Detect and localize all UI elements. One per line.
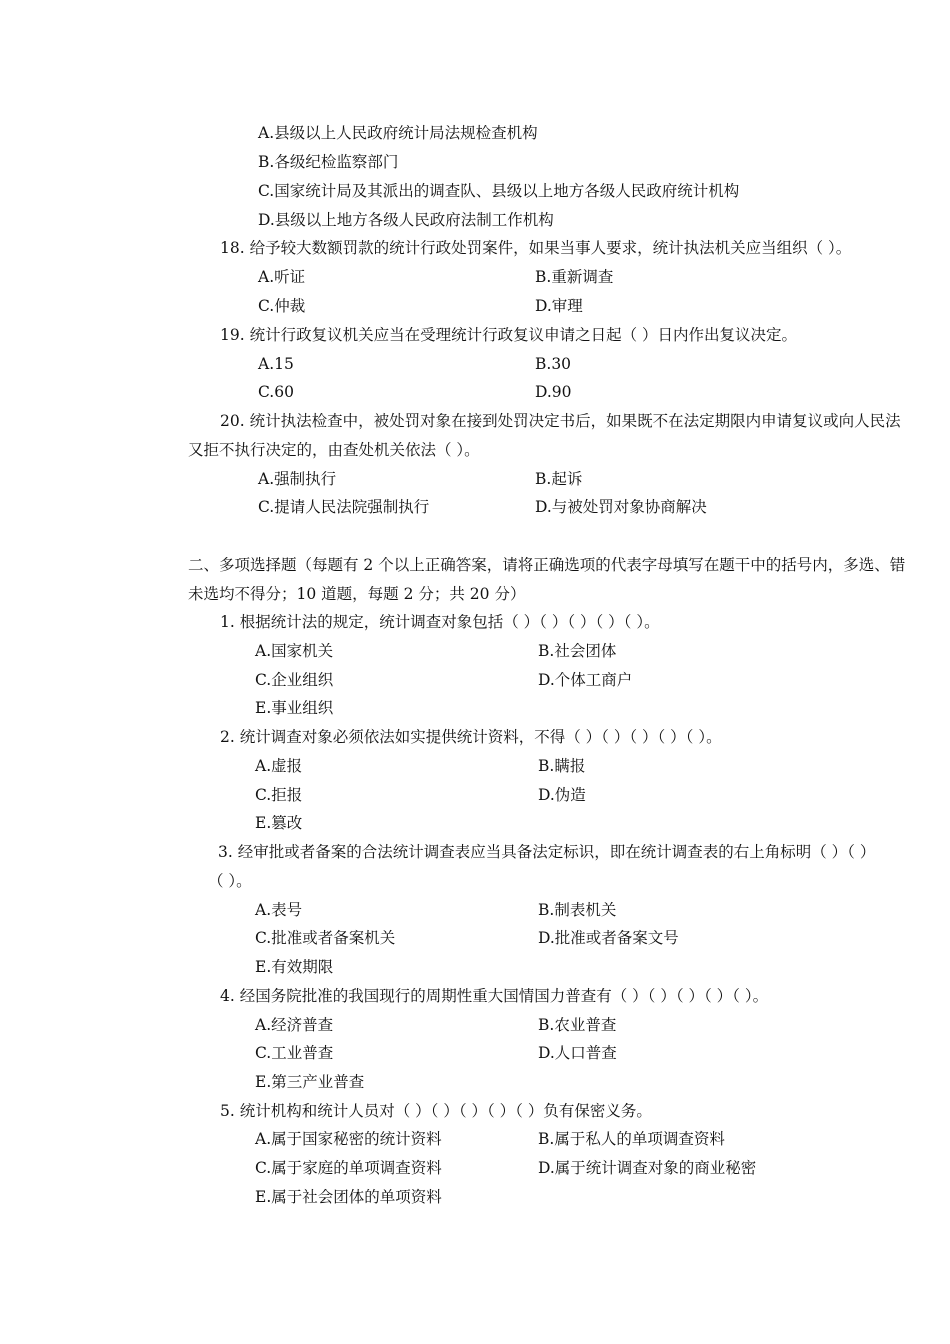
m1-option-e: E.事业组织 xyxy=(255,699,334,717)
q20-option-d: D.与被处罚对象协商解决 xyxy=(535,498,707,516)
m3-stem-line1: 3. 经审批或者备案的合法统计调查表应当具备法定标识，即在统计调查表的右上角标明（ ）（ ） xyxy=(218,843,876,861)
m4-option-d: D.人口普查 xyxy=(538,1044,617,1062)
m2-option-b: B.瞒报 xyxy=(538,757,586,775)
m4-option-a: A.经济普查 xyxy=(255,1016,334,1034)
section2-header-line1: 二、多项选择题（每题有 2 个以上正确答案，请将正确选项的代表字母填写在题干中的括号内，多选、错 xyxy=(188,556,906,574)
q19-stem: 19. 统计行政复议机关应当在受理统计行政复议申请之日起（ ）日内作出复议决定。 xyxy=(220,326,798,344)
m5-option-e: E.属于社会团体的单项资料 xyxy=(255,1188,442,1206)
q20-option-b: B.起诉 xyxy=(535,470,583,488)
m3-option-b: B.制表机关 xyxy=(538,901,617,919)
m3-option-c: C.批准或者备案机关 xyxy=(255,929,396,947)
q18-stem: 18. 给予较大数额罚款的统计行政处罚案件，如果当事人要求，统计执法机关应当组织（ ）。 xyxy=(220,239,852,257)
q19-option-a: A.15 xyxy=(258,355,294,373)
m2-option-a: A.虚报 xyxy=(255,757,303,775)
m1-option-c: C.企业组织 xyxy=(255,671,334,689)
q17-option-c: C.国家统计局及其派出的调查队、县级以上地方各级人民政府统计机构 xyxy=(258,182,740,200)
m5-option-b: B.属于私人的单项调查资料 xyxy=(538,1130,725,1148)
m2-stem: 2. 统计调查对象必须依法如实提供统计资料，不得（ ）（ ）（ ）（ ）（ ）。 xyxy=(220,728,722,746)
q18-option-a: A.听证 xyxy=(258,268,306,286)
q17-option-d: D.县级以上地方各级人民政府法制工作机构 xyxy=(258,211,554,229)
m5-option-d: D.属于统计调查对象的商业秘密 xyxy=(538,1159,757,1177)
q18-option-c: C.仲裁 xyxy=(258,297,306,315)
m1-option-a: A.国家机关 xyxy=(255,642,334,660)
m3-option-e: E.有效期限 xyxy=(255,958,334,976)
m4-stem: 4. 经国务院批准的我国现行的周期性重大国情国力普查有（ ）（ ）（ ）（ ）（ ）。 xyxy=(220,987,769,1005)
m3-option-a: A.表号 xyxy=(255,901,303,919)
q17-option-a: A.县级以上人民政府统计局法规检查机构 xyxy=(258,124,538,142)
section2-header-line2: 未选均不得分；10 道题，每题 2 分；共 20 分） xyxy=(188,585,526,603)
m5-stem: 5. 统计机构和统计人员对（ ）（ ）（ ）（ ）（ ）负有保密义务。 xyxy=(220,1102,652,1120)
m2-option-d: D.伪造 xyxy=(538,786,586,804)
m2-option-c: C.拒报 xyxy=(255,786,303,804)
q18-option-d: D.审理 xyxy=(535,297,583,315)
m1-option-b: B.社会团体 xyxy=(538,642,617,660)
m5-option-a: A.属于国家秘密的统计资料 xyxy=(255,1130,442,1148)
q20-stem-line1: 20. 统计执法检查中，被处罚对象在接到处罚决定书后，如果既不在法定期限内申请复议或向人民法 xyxy=(220,412,901,430)
m5-option-c: C.属于家庭的单项调查资料 xyxy=(255,1159,442,1177)
m3-stem-line2: （ ）。 xyxy=(208,872,252,890)
q19-option-b: B.30 xyxy=(535,355,572,373)
m1-option-d: D.个体工商户 xyxy=(538,671,633,689)
m4-option-c: C.工业普查 xyxy=(255,1044,334,1062)
q20-stem-line2: 又拒不执行决定的，由查处机关依法（ ）。 xyxy=(188,441,480,459)
q17-option-b: B.各级纪检监察部门 xyxy=(258,153,399,171)
q18-option-b: B.重新调查 xyxy=(535,268,614,286)
m4-option-b: B.农业普查 xyxy=(538,1016,617,1034)
q19-option-d: D.90 xyxy=(535,383,572,401)
m4-option-e: E.第三产业普查 xyxy=(255,1073,365,1091)
q20-option-c: C.提请人民法院强制执行 xyxy=(258,498,430,516)
q20-option-a: A.强制执行 xyxy=(258,470,337,488)
q19-option-c: C.60 xyxy=(258,383,294,401)
m3-option-d: D.批准或者备案文号 xyxy=(538,929,679,947)
m2-option-e: E.篡改 xyxy=(255,814,303,832)
m1-stem: 1. 根据统计法的规定，统计调查对象包括（ ）（ ）（ ）（ ）（ ）。 xyxy=(220,613,660,631)
